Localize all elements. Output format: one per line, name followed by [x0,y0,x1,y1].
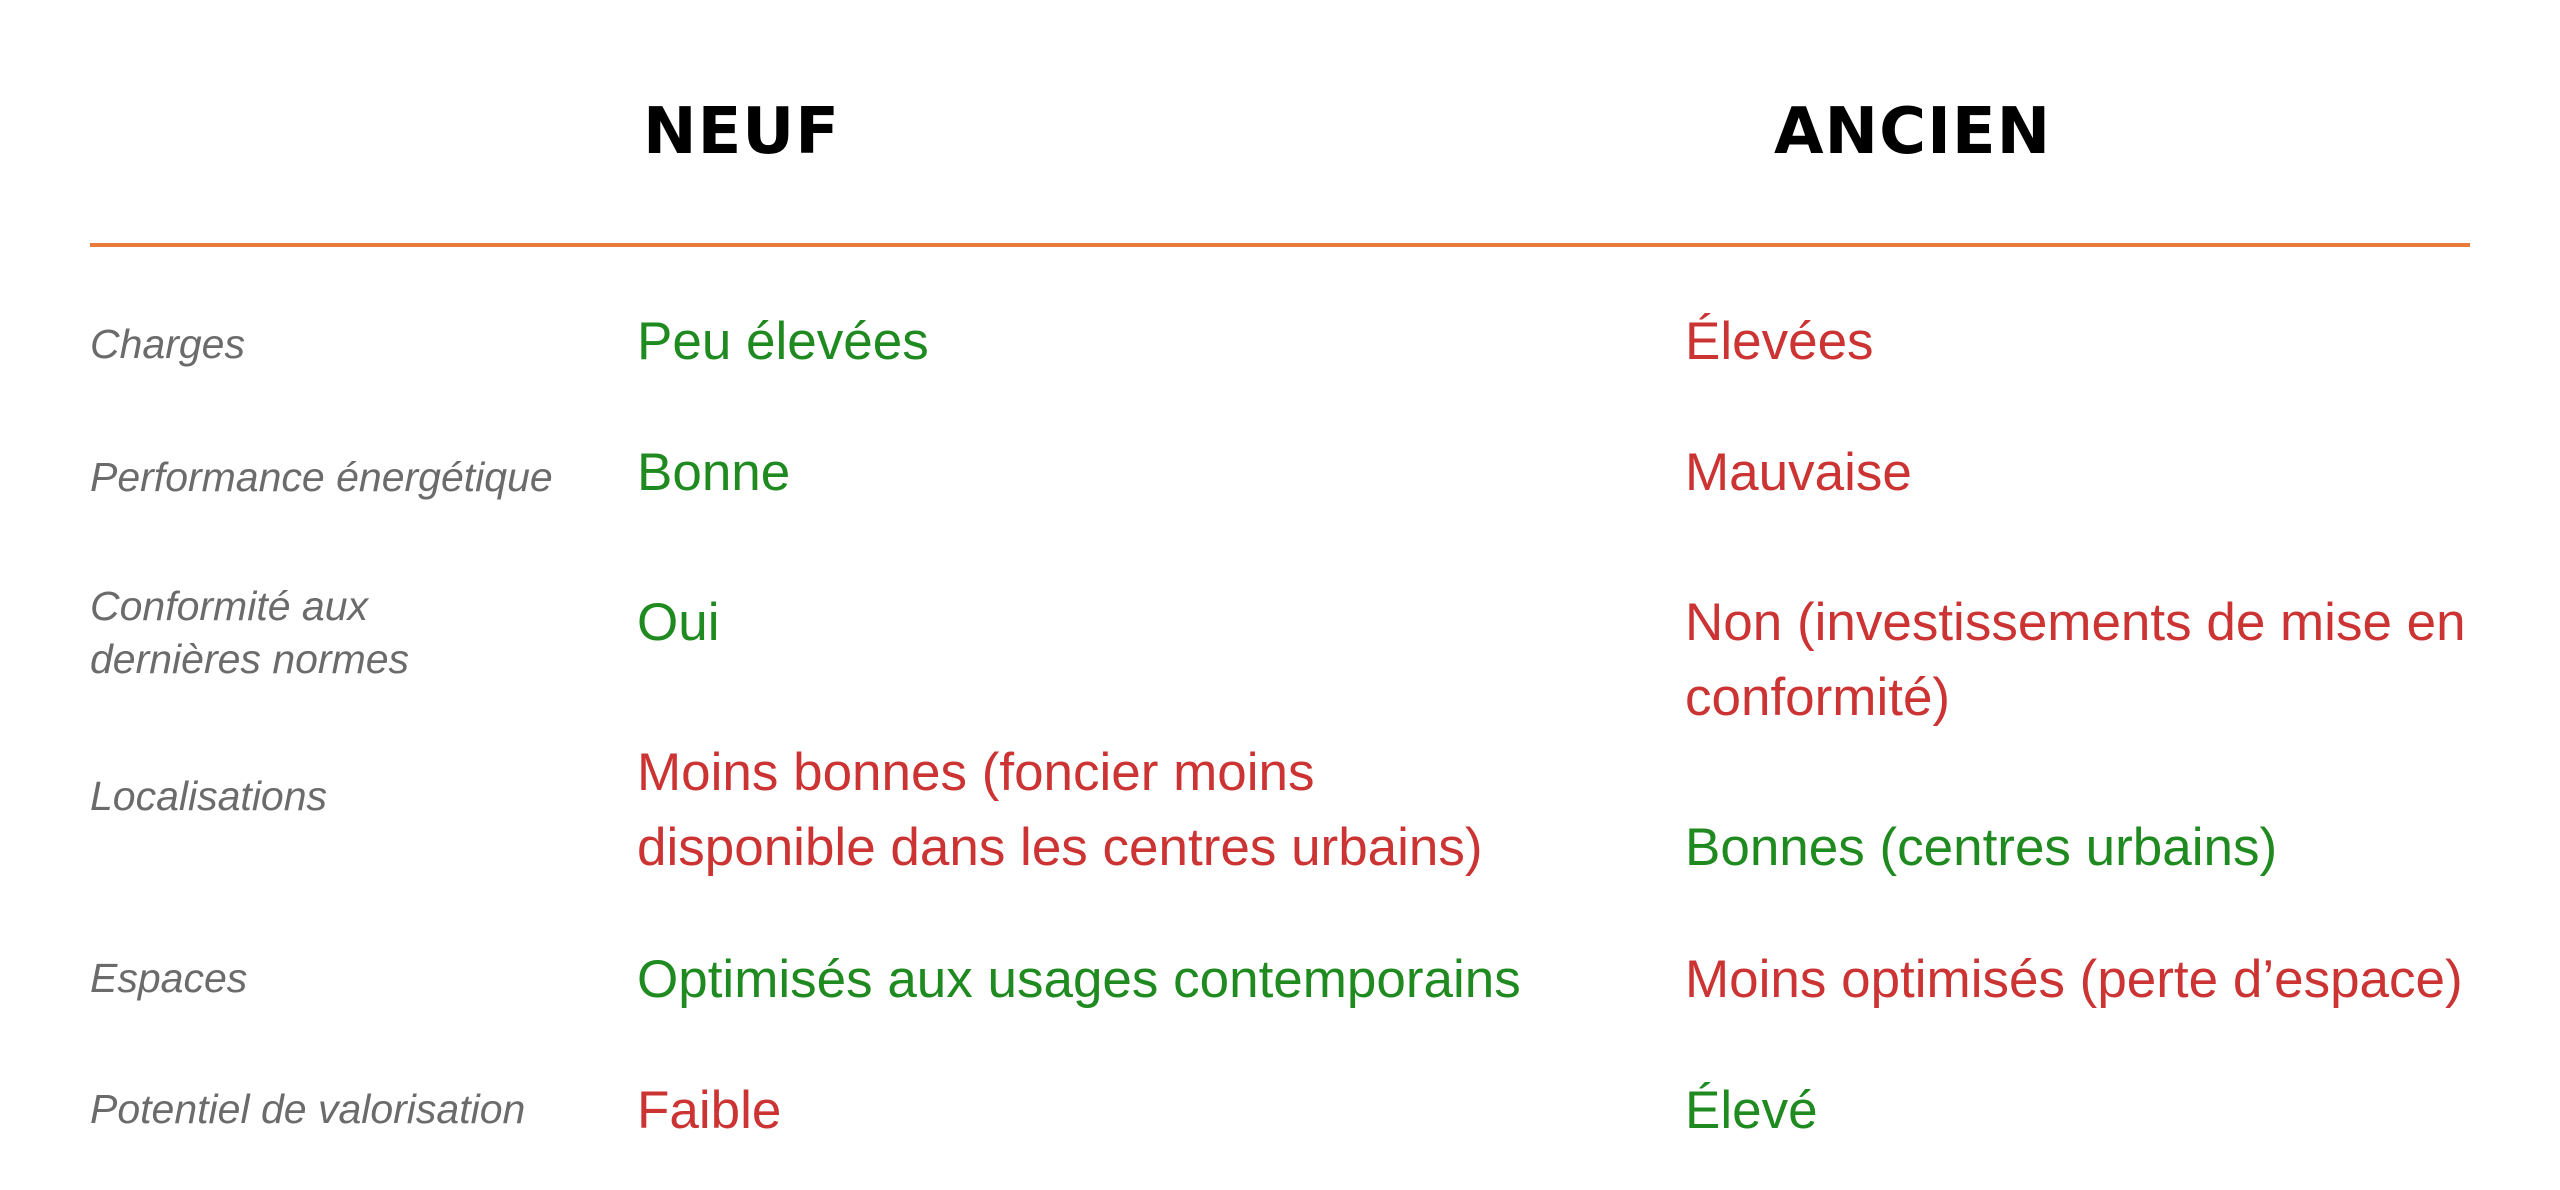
cell-neuf-performance: Bonne [637,443,791,502]
cell-ancien-valorisation: Élevé [1685,1081,1818,1140]
header-divider [90,243,2470,247]
row-label-charges: Charges [90,321,245,367]
row-label-valorisation: Potentiel de valorisation [90,1086,526,1132]
row-label-conformite: Conformité aux dernières normes [90,583,410,683]
cell-neuf-localisations: Moins bonnes (foncier moins disponible dans les centres urbains) [637,743,1483,877]
row-label-localisations: Localisations [90,773,328,819]
cell-neuf-valorisation: Faible [637,1081,782,1140]
column-header-ancien: ANCIEN [1774,95,2052,169]
row-label-performance: Performance énergétique [90,454,553,500]
cell-ancien-localisations: Bonnes (centres urbains) [1685,818,2278,877]
cell-neuf-charges: Peu élevées [637,312,929,371]
cell-ancien-performance: Mauvaise [1685,443,1912,502]
cell-neuf-espaces: Optimisés aux usages contemporains [637,950,1521,1009]
row-label-espaces: Espaces [90,955,248,1001]
column-header-neuf: NEUF [643,95,840,169]
cell-neuf-conformite: Oui [637,593,720,652]
cell-ancien-espaces: Moins optimisés (perte d’espace) [1685,950,2463,1009]
cell-ancien-conformite: Non (investissements de mise en conformité) [1685,593,2466,727]
cell-ancien-charges: Élevées [1685,312,1874,371]
